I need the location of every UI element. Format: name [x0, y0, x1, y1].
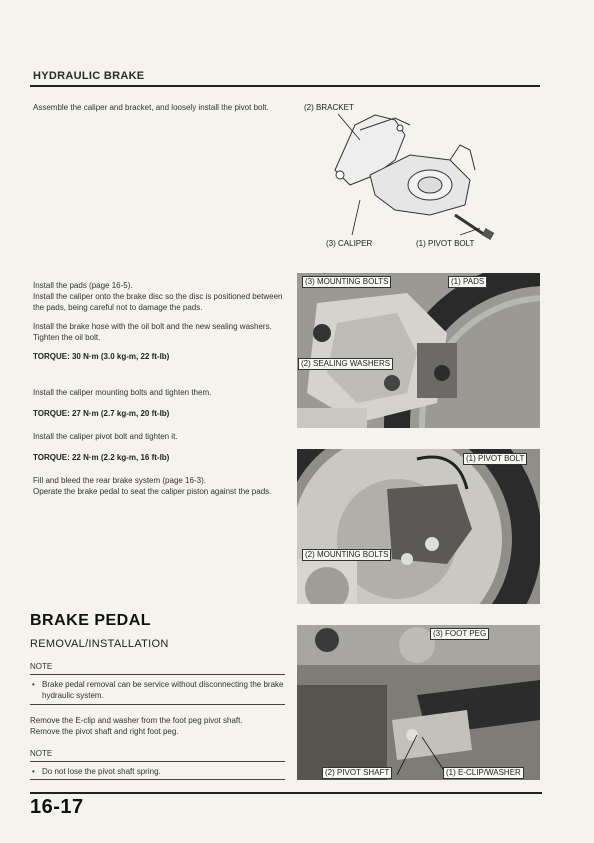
note-rule [30, 779, 285, 780]
label-sealing-washers: (2) SEALING WASHERS [298, 358, 393, 370]
label-pivot-bolt-fig3: (1) PIVOT BOLT [463, 453, 527, 465]
step-remove-pivot-shaft: Remove the pivot shaft and right foot peg. [30, 727, 179, 736]
label-foot-peg: (3) FOOT PEG [430, 628, 489, 640]
brake-pedal-title: BRAKE PEDAL [30, 612, 152, 629]
step-pivot-bolt: Install the caliper pivot bolt and tighten it. [33, 432, 178, 441]
label-mounting-bolts-fig3: (2) MOUNTING BOLTS [302, 549, 391, 561]
label-pads: (1) PADS [448, 276, 487, 288]
torque-label: TORQUE: [33, 352, 70, 361]
label-eclip-washer: (1) E-CLIP/WASHER [443, 767, 524, 779]
bullet-dot: • [32, 767, 35, 776]
header-rule [30, 85, 540, 87]
caliper-bracket-illustration [300, 100, 540, 250]
step-install-caliper: Install the caliper onto the brake disc so the disc is positioned between the pads, being careful not to damage the pads. [33, 292, 283, 312]
pivot-bolt-photo [297, 449, 540, 604]
step-install-hose: Install the brake hose with the oil bolt and the new sealing washers. Tighten the oil bolt. [33, 322, 272, 342]
torque-value: 27 N·m (2.7 kg-m, 20 ft-lb) [71, 409, 170, 418]
note-rule [30, 674, 285, 675]
note-rule [30, 704, 285, 705]
step-operate-pedal: Operate the brake pedal to seat the caliper piston against the pads. [33, 487, 272, 496]
torque-oil-bolt [33, 352, 169, 361]
torque-mounting-bolts [33, 409, 169, 418]
torque-value: 30 N·m (3.0 kg-m, 22 ft-lb) [71, 352, 170, 361]
label-pivot-shaft: (2) PIVOT SHAFT [322, 767, 392, 779]
torque-value: 22 N·m (2.2 kg-m, 16 ft-lb) [71, 453, 170, 462]
footer-rule [30, 792, 542, 794]
note-heading: NOTE [30, 662, 53, 671]
note-heading: NOTE [30, 749, 53, 758]
label-mounting-bolts: (3) MOUNTING BOLTS [302, 276, 391, 288]
page-number: 16-17 [30, 796, 84, 818]
note-bullet-spring: Do not lose the pivot shaft spring. [42, 767, 161, 776]
label-caliper: (3) CALIPER [326, 239, 373, 248]
torque-label: TORQUE: [33, 409, 70, 418]
step-remove-eclip: Remove the E-clip and washer from the foot peg pivot shaft. [30, 716, 243, 725]
torque-label: TORQUE: [33, 453, 70, 462]
step-bleed: Fill and bleed the rear brake system (page 16-3). [33, 476, 206, 485]
note-bullet-pedal-removal: Brake pedal removal can be service without disconnecting the brake hydraulic system. [42, 680, 284, 700]
bullet-dot: • [32, 680, 35, 689]
pads-photo [297, 273, 540, 428]
torque-pivot-bolt [33, 453, 169, 462]
step-install-pads: Install the pads (page 16-5). [33, 281, 133, 290]
step-mounting-bolts: Install the caliper mounting bolts and tighten them. [33, 388, 212, 397]
note-rule [30, 761, 285, 762]
removal-installation-subtitle: REMOVAL/INSTALLATION [30, 638, 169, 650]
label-pivot-bolt: (1) PIVOT BOLT [416, 239, 475, 248]
foot-peg-photo [297, 625, 540, 780]
label-bracket: (2) BRACKET [304, 103, 354, 112]
section-header-title: HYDRAULIC BRAKE [33, 70, 145, 82]
step-assemble: Assemble the caliper and bracket, and loosely install the pivot bolt. [33, 103, 269, 112]
